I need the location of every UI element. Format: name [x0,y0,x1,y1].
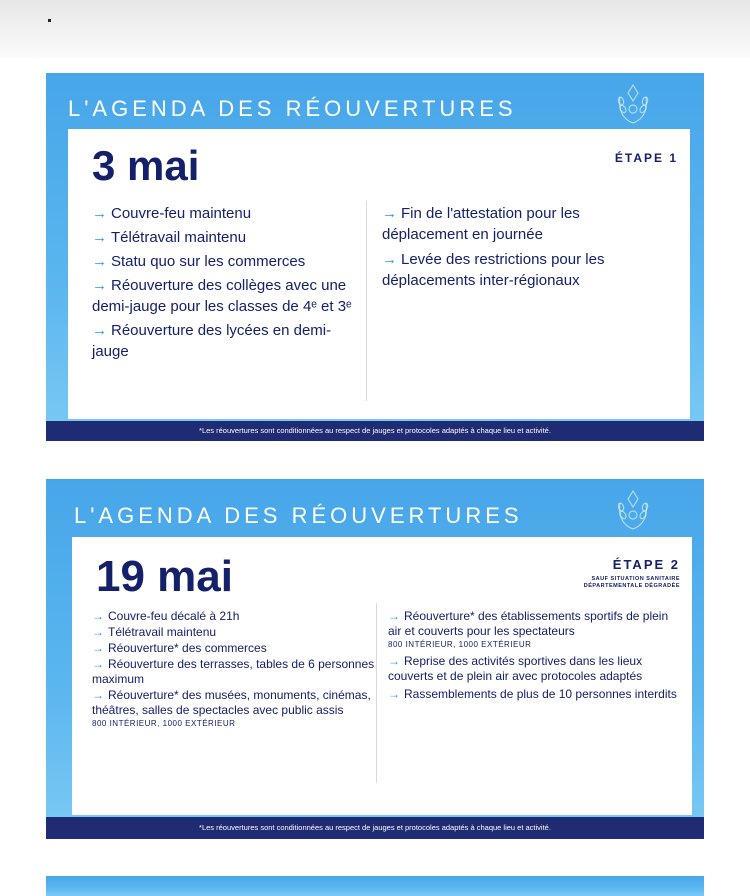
list-item: → Reprise des activités sportives dans les lieux couverts et de plein air avec protocoles adaptés [388,654,643,683]
list-item: → Couvre-feu décalé à 21h [92,609,240,623]
stage-label: ÉTAPE 1 [614,151,678,165]
browser-top-bar [0,0,750,58]
right-measures-list [382,203,662,295]
list-item: → Télétravail maintenu [92,229,247,246]
status-dot-icon [48,19,51,22]
arrow-icon: → [92,253,107,270]
arrow-icon: → [92,657,104,671]
laurel-emblem-icon [610,485,656,535]
list-item: → Statu quo sur les commerces [92,253,306,270]
conditions-footer: *Les réouvertures sont conditionnées au respect de jauges et protocoles adaptés à chaque lieu et activité. [46,817,704,839]
conditions-footer: *Les réouvertures sont conditionnées au respect de jauges et protocoles adaptés à chaque lieu et activité. [46,421,704,441]
column-divider [376,603,377,783]
card-panel [72,537,692,815]
arrow-icon: → [92,625,104,639]
list-item: → Rassemblements de plus de 10 personnes interdits [388,687,677,701]
right-measures-list [388,609,678,705]
card-panel [68,129,690,419]
arrow-icon: → [388,654,400,668]
arrow-icon: → [92,229,107,246]
agenda-card-step-2[interactable] [46,479,704,839]
list-item: → Télétravail maintenu [92,625,217,639]
card-title: L'AGENDA DES RÉOUVERTURES [68,96,517,121]
card-title: L'AGENDA DES RÉOUVERTURES [74,503,523,528]
agenda-card-step-1[interactable] [46,73,704,441]
capacity-note: 800 INTÉRIEUR, 1000 EXTÉRIEUR [92,719,236,728]
list-item: → Réouverture des terrasses, tables de 6 personnes maximum [92,657,375,686]
card-date: 19 mai [96,552,233,601]
laurel-emblem-icon [610,79,656,129]
list-item: → Réouverture des collèges avec une demi-jauge pour les classes de 4ᵉ et 3ᵉ [92,277,352,315]
arrow-icon: → [382,205,397,222]
card-date: 3 mai [92,142,200,189]
list-item: → Réouverture* des commerces [92,641,267,655]
arrow-icon: → [388,609,400,623]
capacity-note: 800 INTÉRIEUR, 1000 EXTÉRIEUR [388,640,532,649]
list-item: → Levée des restrictions pour les déplacements inter-régionaux [382,251,605,289]
stage-label [584,557,680,590]
stage-title: ÉTAPE 2 [612,557,680,572]
arrow-icon: → [92,641,104,655]
arrow-icon: → [92,277,107,294]
arrow-icon: → [382,251,397,268]
left-measures-list [92,609,377,731]
arrow-icon: → [92,205,107,222]
list-item: → Réouverture* des musées, monuments, cinémas, théâtres, salles de spectacles avec public assis 800 INTÉRIEUR, 1000 EXTÉRIEUR [92,688,377,730]
list-item: → Réouverture des lycées en demi-jauge [92,322,332,360]
list-item: → Réouverture* des établissements sportifs de plein air et couverts pour les spectateurs 800 INTÉRIEUR, 1000 EXTÉRIEUR [388,609,678,651]
list-item: → Fin de l'attestation pour les déplacement en journée [382,205,580,243]
arrow-icon: → [92,609,104,623]
arrow-icon: → [92,688,104,702]
left-measures-list [92,203,367,365]
arrow-icon: → [388,687,400,701]
stage-note: SAUF SITUATION SANITAIRE DÉPARTEMENTALE DÉGRADÉE [583,576,680,589]
column-divider [366,201,367,401]
agenda-card-step-3-partial[interactable] [46,876,704,896]
arrow-icon: → [92,322,107,339]
list-item: → Couvre-feu maintenu [92,205,252,222]
